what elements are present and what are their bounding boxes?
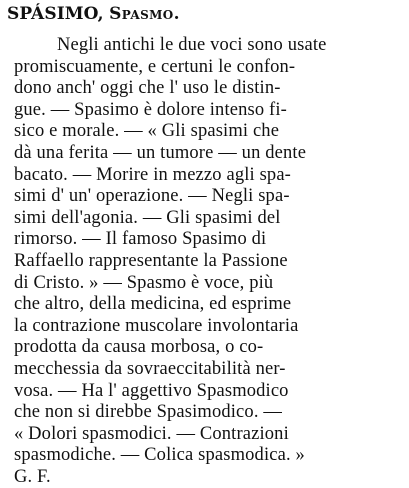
body-line: « Dolori spasmodici. — Contrazioni [14, 423, 289, 444]
body-line: bacato. — Morire in mezzo agli spa- [14, 164, 291, 185]
body-line: gue. — Spasimo è dolore intenso fi- [14, 99, 287, 120]
body-line: spasmodiche. — Colica spasmodica. » [14, 445, 305, 466]
body-line: rimorso. — Il famoso Spasimo di [14, 229, 267, 250]
body-line: simi d' un' operazione. — Negli spa- [14, 186, 290, 207]
body-line: prodotta da causa morbosa, o co- [14, 337, 264, 358]
body-line: dà una ferita — un tumore — un dente [14, 142, 307, 163]
entry-heading [7, 3, 180, 25]
entry-separator: , [97, 4, 104, 24]
body-line: vosa. — Ha l' aggettivo Spasmodico [14, 380, 289, 401]
body-line: sico e morale. — « Gli spasimi che [14, 121, 280, 142]
body-line: promiscuamente, e certuni le confon- [14, 56, 296, 77]
body-line: che altro, della medicina, ed esprime [14, 294, 292, 315]
body-line: mecchessia da sovraeccitabilità ner- [14, 358, 286, 379]
entry-term: SPÁSIMO [7, 4, 98, 24]
body-line: di Cristo. » — Spasmo è voce, più [14, 272, 274, 293]
body-line: la contrazione muscolare involontaria [14, 315, 299, 336]
author-signature: G. F. [14, 466, 51, 487]
body-line: Negli antichi le due voci sono usate [57, 35, 327, 55]
body-line: simi dell'agonia. — Gli spasimi del [14, 207, 281, 228]
entry-body [14, 35, 409, 488]
body-line: dono anch' oggi che l' uso le distin- [14, 78, 281, 99]
body-line: Raffaello rappresentante la Passione [14, 250, 288, 271]
body-line: che non si direbbe Spasimodico. — [14, 402, 283, 423]
entry-term-variant: Spasmo. [109, 4, 180, 24]
